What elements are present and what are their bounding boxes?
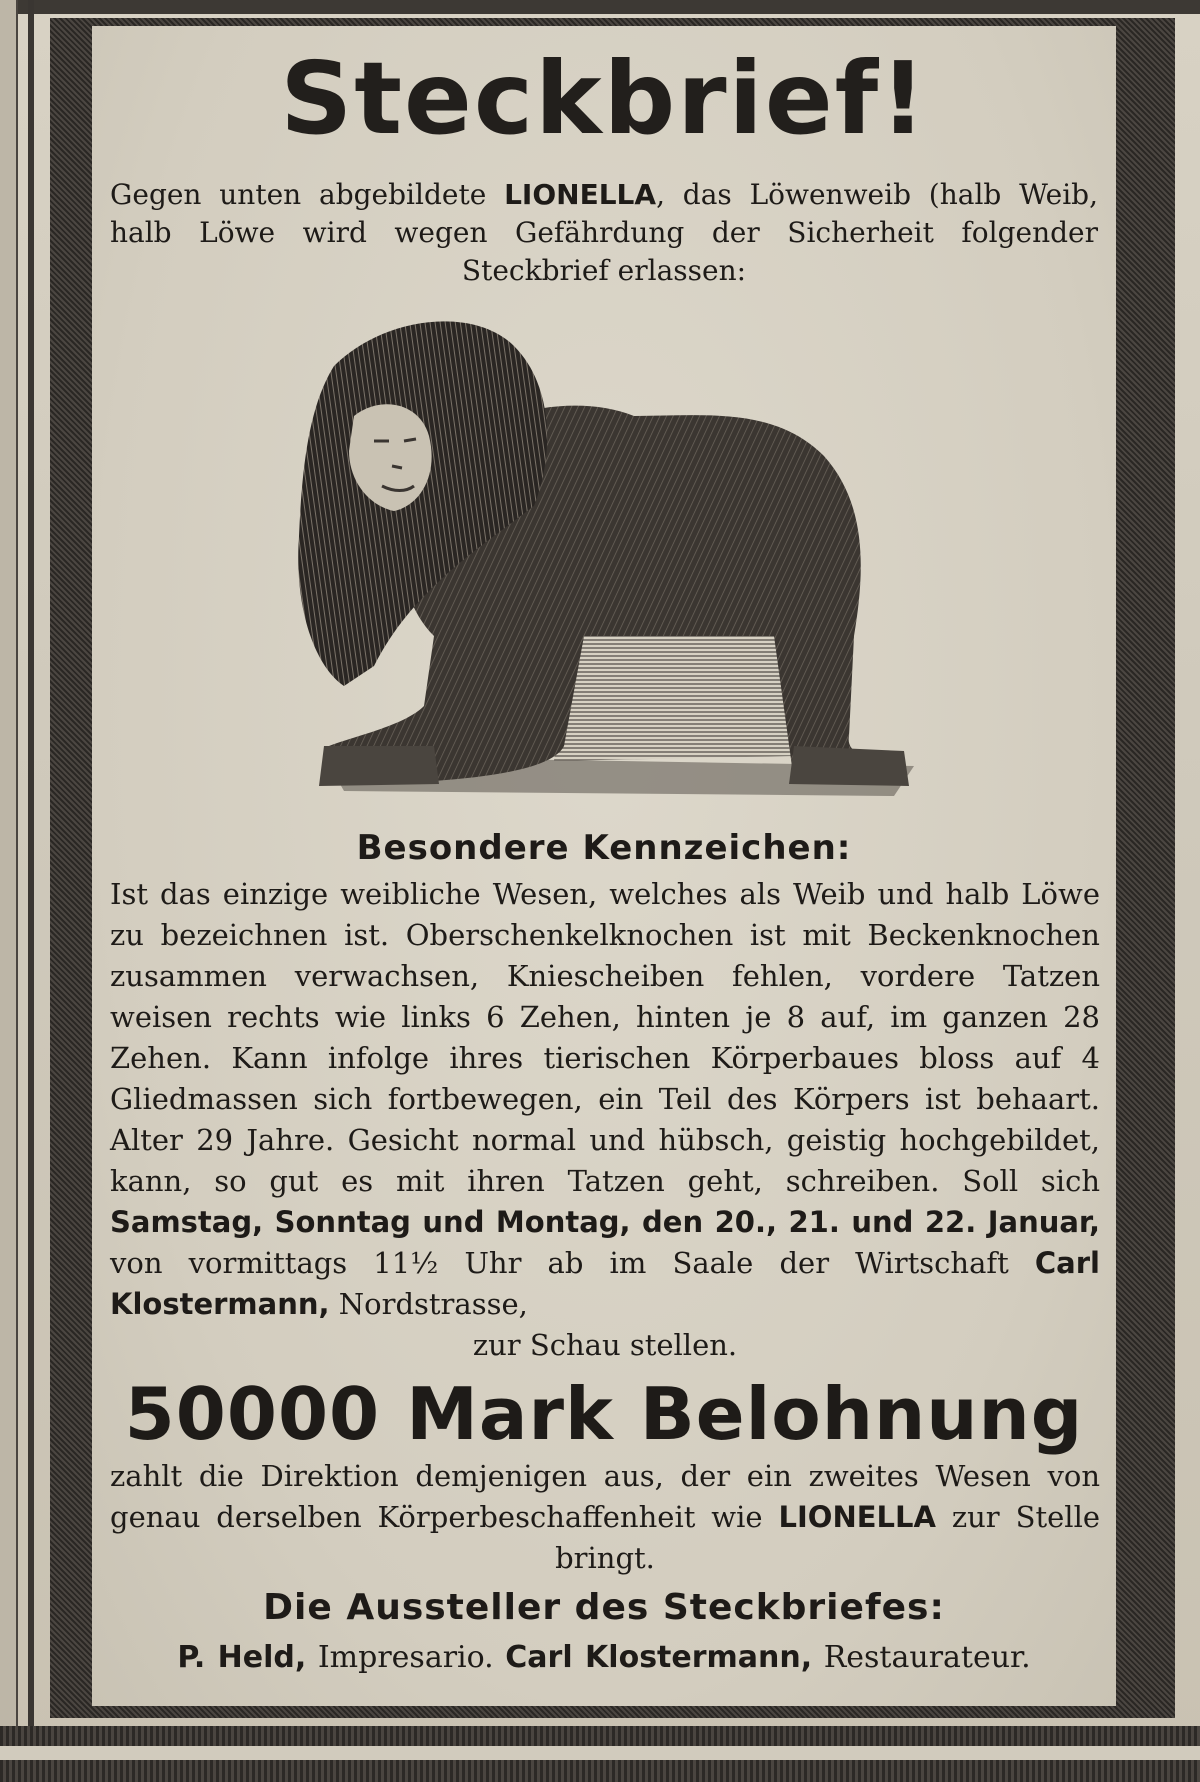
reward-paragraph — [96, 1456, 1112, 1579]
issuer-2-name: Carl Klostermann, — [505, 1640, 813, 1675]
top-border-rule — [0, 0, 1200, 14]
issuers-heading: Die Aussteller des Steckbriefes: — [263, 1587, 945, 1628]
reward-name: LIONELLA — [778, 1500, 936, 1534]
reward-heading: 50000 Mark Belohnung — [124, 1372, 1084, 1456]
issuer-1-name: P. Held, — [177, 1640, 307, 1675]
intro-text-1: Gegen unten abgebildete — [110, 178, 505, 211]
issuers-line — [96, 1640, 1112, 1675]
features-last-line: zur Schau stellen. — [472, 1328, 738, 1362]
features-text-1: Ist das einzige weibliche Wesen, welches als Weib und halb Löwe zu bezeichnen ist. Oberschenkelknochen ist mit Beckenknochen zusammen verwachsen, Kniescheiben fehlen, vordere Tatzen weisen rechts wie links 6 Zehen, hinten je 8 auf, im ganzen 28 Zehen. Kann infolge ihres tierischen Körperbaues bloss auf 4 Gliedmassen sich fortbewegen, ein Teil des Körpers ist behaart. Alter 29 Jahre. Gesicht normal und hübsch, geistig hochgebildet, kann, so gut es mit ihren Tatzen geht, schreiben. Soll sich — [110, 877, 1100, 1198]
advert-content — [96, 30, 1112, 1675]
features-heading: Besondere Kennzeichen: — [356, 828, 852, 868]
reward-text-1: zahlt die Direktion demjenigen aus, der ein zweites Wesen von genau derselben Körperbeschaffenheit wie — [110, 1459, 1100, 1534]
intro-text-2: , das Löwenweib (halb Weib, halb Löwe wird wegen Gefährdung der Sicherheit folgender Steckbrief erlassen: — [110, 178, 1098, 287]
lionella-illustration — [254, 306, 954, 806]
adjacent-column-edge — [0, 0, 18, 1782]
features-text-2: von vormittags 11½ Uhr ab im Saale der Wirtschaft — [110, 1246, 1035, 1280]
features-dates: Samstag, Sonntag und Montag, den 20., 21. und 22. Januar, — [110, 1205, 1100, 1239]
issuer-1-role: Impresario. — [306, 1640, 506, 1675]
features-host: Carl Klostermann, — [110, 1246, 1100, 1321]
features-text-3: Nordstrasse, — [329, 1287, 528, 1321]
intro-paragraph — [96, 176, 1112, 290]
intro-name: LIONELLA — [504, 178, 657, 211]
reward-text-2: zur Stelle bringt. — [555, 1500, 1101, 1575]
features-paragraph — [96, 868, 1112, 1366]
lionella-woodcut-image — [254, 306, 954, 806]
bottom-border-rule — [0, 1726, 1200, 1782]
headline: Steckbrief! — [280, 40, 928, 157]
column-divider-rule — [28, 0, 34, 1782]
issuer-2-role: Restaurateur. — [812, 1640, 1031, 1675]
